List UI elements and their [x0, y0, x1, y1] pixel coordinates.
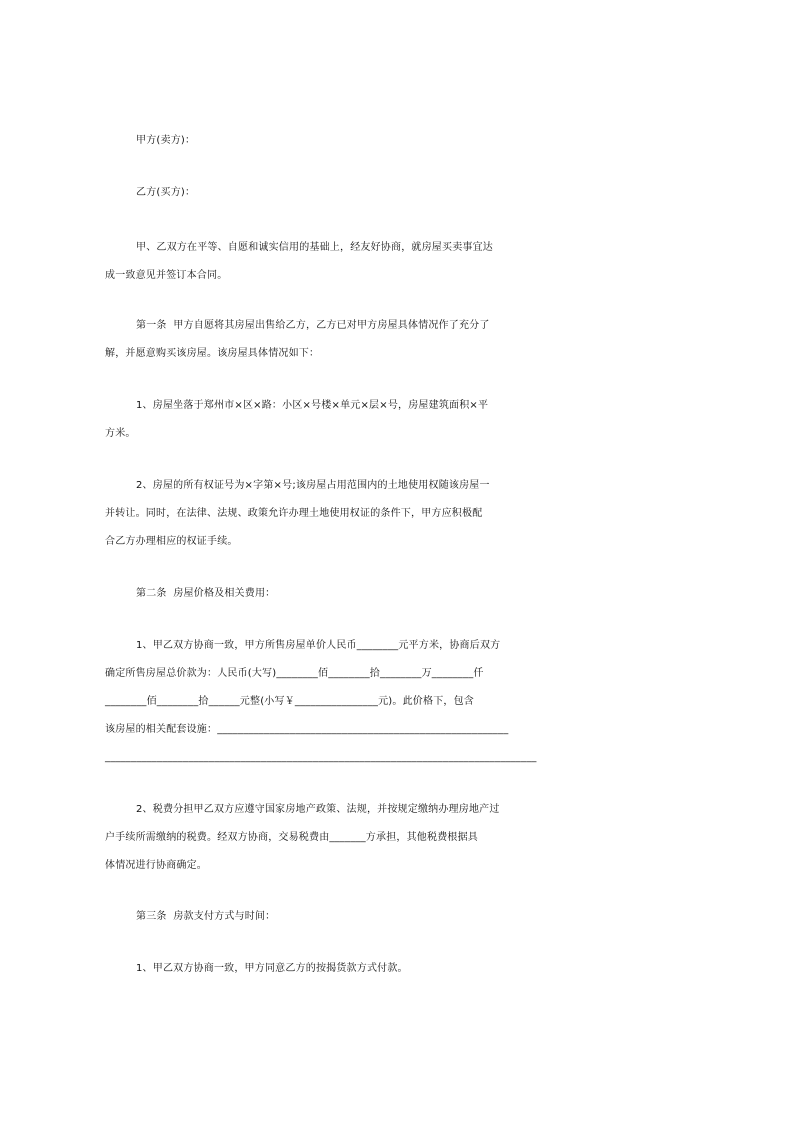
- article1-item1-line-2: 方米。: [105, 428, 136, 439]
- article2-heading: 第二条 房屋价格及相关费用：: [136, 588, 276, 599]
- article3-heading: 第三条 房款支付方式与时间：: [136, 911, 276, 922]
- article2-item2-line-1: 2、税费分担甲乙双方应遵守国家房地产政策、法规，并按规定缴纳办理房地产过: [136, 804, 500, 815]
- article1-item1-line-1: 1、房屋坐落于郑州市×区×路：小区×号楼×单元×层×号，房屋建筑面积×平: [136, 400, 489, 411]
- article2-item2-line-3: 体情况进行协商确定。: [105, 860, 207, 871]
- article1-line-2: 解，并愿意购买该房屋。该房屋具体情况如下：: [105, 348, 320, 359]
- party-b-label: 乙方(买方)：: [136, 187, 196, 198]
- article3-item1-line-1: 1、甲乙双方协商一致，甲方同意乙方的按揭货款方式付款。: [136, 963, 408, 974]
- article2-item1-line-1: 1、甲乙双方协商一致，甲方所售房屋单价人民币________元平方米，协商后双方: [136, 640, 501, 651]
- preamble-line-2: 成一致意见并签订本合同。: [105, 270, 228, 281]
- preamble-line-1: 甲、乙双方在平等、自愿和诚实信用的基础上，经友好协商，就房屋买卖事宜达: [136, 242, 493, 253]
- article2-item2-line-2: 户手续所需缴纳的税费。经双方协商，交易税费由_______方承担，其他税费根据具: [105, 832, 478, 843]
- article1-line-1: 第一条 甲方自愿将其房屋出售给乙方，乙方已对甲方房屋具体情况作了充分了: [136, 320, 490, 331]
- article2-item1-line-2: 确定所售房屋总价款为：人民币(大写)________佰________拾________万________仟: [105, 668, 484, 679]
- article2-item1-line-5: ___________________________________________________________________________________: [105, 752, 537, 763]
- party-a-label: 甲方(卖方)：: [136, 135, 196, 146]
- article1-item2-line-2: 并转让。同时，在法律、法规、政策允许办理土地使用权证的条件下，甲方应积极配: [105, 508, 483, 519]
- article1-item2-line-3: 合乙方办理相应的权证手续。: [105, 536, 238, 547]
- article2-item1-line-4: 该房屋的相关配套设施：________________________________________________________: [105, 724, 509, 735]
- article1-item2-line-1: 2、房屋的所有权证号为×字第×号;该房屋占用范围内的土地使用权随该房屋一: [136, 480, 490, 491]
- article2-item1-line-3: ________佰________拾______元整(小写￥________________元)。此价格下，包含: [105, 696, 475, 707]
